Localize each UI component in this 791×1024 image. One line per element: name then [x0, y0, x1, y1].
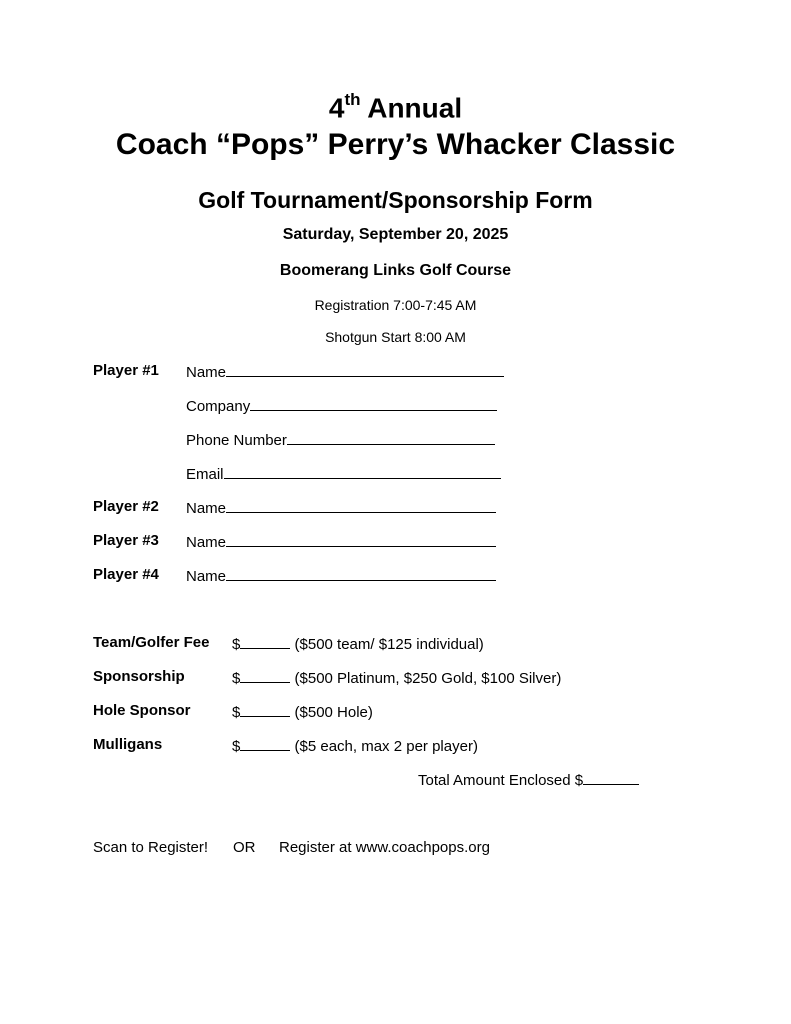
name-label: Name: [186, 500, 227, 517]
or-separator: OR: [233, 839, 256, 856]
total-amount-field[interactable]: [418, 770, 639, 789]
player-1-phone-field[interactable]: [186, 430, 495, 449]
currency-symbol: $: [232, 738, 241, 755]
player-1-label: Player #1: [93, 362, 159, 379]
name-label: Name: [186, 534, 227, 551]
sponsorship-blank[interactable]: [240, 668, 290, 683]
total-amount-blank[interactable]: [583, 770, 639, 785]
email-label: Email: [186, 466, 224, 483]
player-1-company-line[interactable]: [250, 396, 497, 411]
registration-time: Registration 7:00-7:45 AM: [314, 297, 477, 313]
team-fee-field[interactable]: [232, 634, 484, 653]
title-line-2: Coach “Pops” Perry’s Whacker Classic: [115, 128, 676, 161]
player-3-name-field[interactable]: [186, 532, 496, 551]
team-fee-blank[interactable]: [240, 634, 290, 649]
team-fee-note: ($500 team/ $125 individual): [294, 636, 484, 653]
player-3-label: Player #3: [93, 532, 159, 549]
hole-sponsor-label: Hole Sponsor: [93, 702, 191, 719]
currency-symbol: $: [232, 636, 241, 653]
company-label: Company: [186, 398, 251, 415]
player-1-name-line[interactable]: [226, 362, 504, 377]
player-1-name-field[interactable]: [186, 362, 504, 381]
shotgun-start-time: Shotgun Start 8:00 AM: [325, 329, 466, 345]
mulligans-label: Mulligans: [93, 736, 163, 753]
title-line-1: [0, 92, 791, 124]
title-word: Annual: [367, 92, 463, 124]
name-label: Name: [186, 568, 227, 585]
event-venue: Boomerang Links Golf Course: [279, 262, 512, 279]
mulligans-note: ($5 each, max 2 per player): [294, 738, 478, 755]
player-2-label: Player #2: [93, 498, 159, 515]
team-fee-label: Team/Golfer Fee: [93, 634, 210, 651]
title-suffix: th: [344, 90, 361, 109]
title-number: 4: [328, 92, 345, 124]
event-date: Saturday, September 20, 2025: [282, 226, 509, 243]
player-2-name-field[interactable]: [186, 498, 496, 517]
player-1-email-line[interactable]: [224, 464, 501, 479]
sponsorship-label: Sponsorship: [93, 668, 185, 685]
player-1-phone-line[interactable]: [287, 430, 495, 445]
hole-sponsor-blank[interactable]: [240, 702, 290, 717]
player-4-name-field[interactable]: [186, 566, 496, 585]
player-1-company-field[interactable]: [186, 396, 497, 415]
sponsorship-field[interactable]: [232, 668, 561, 687]
player-4-name-line[interactable]: [226, 566, 496, 581]
currency-symbol: $: [232, 704, 241, 721]
name-label: Name: [186, 364, 227, 381]
mulligans-blank[interactable]: [240, 736, 290, 751]
phone-label: Phone Number: [186, 432, 287, 449]
total-amount-label: Total Amount Enclosed $: [418, 772, 584, 789]
register-website-link[interactable]: Register at www.coachpops.org: [279, 839, 490, 856]
player-2-name-line[interactable]: [226, 498, 496, 513]
player-3-name-line[interactable]: [226, 532, 496, 547]
hole-sponsor-note: ($500 Hole): [294, 704, 373, 721]
hole-sponsor-field[interactable]: [232, 702, 373, 721]
sponsorship-note: ($500 Platinum, $250 Gold, $100 Silver): [294, 670, 562, 687]
player-4-label: Player #4: [93, 566, 159, 583]
mulligans-field[interactable]: [232, 736, 478, 755]
form-subtitle: Golf Tournament/Sponsorship Form: [198, 187, 593, 213]
player-1-email-field[interactable]: [186, 464, 501, 483]
currency-symbol: $: [232, 670, 241, 687]
scan-to-register-text: Scan to Register!: [93, 839, 209, 856]
